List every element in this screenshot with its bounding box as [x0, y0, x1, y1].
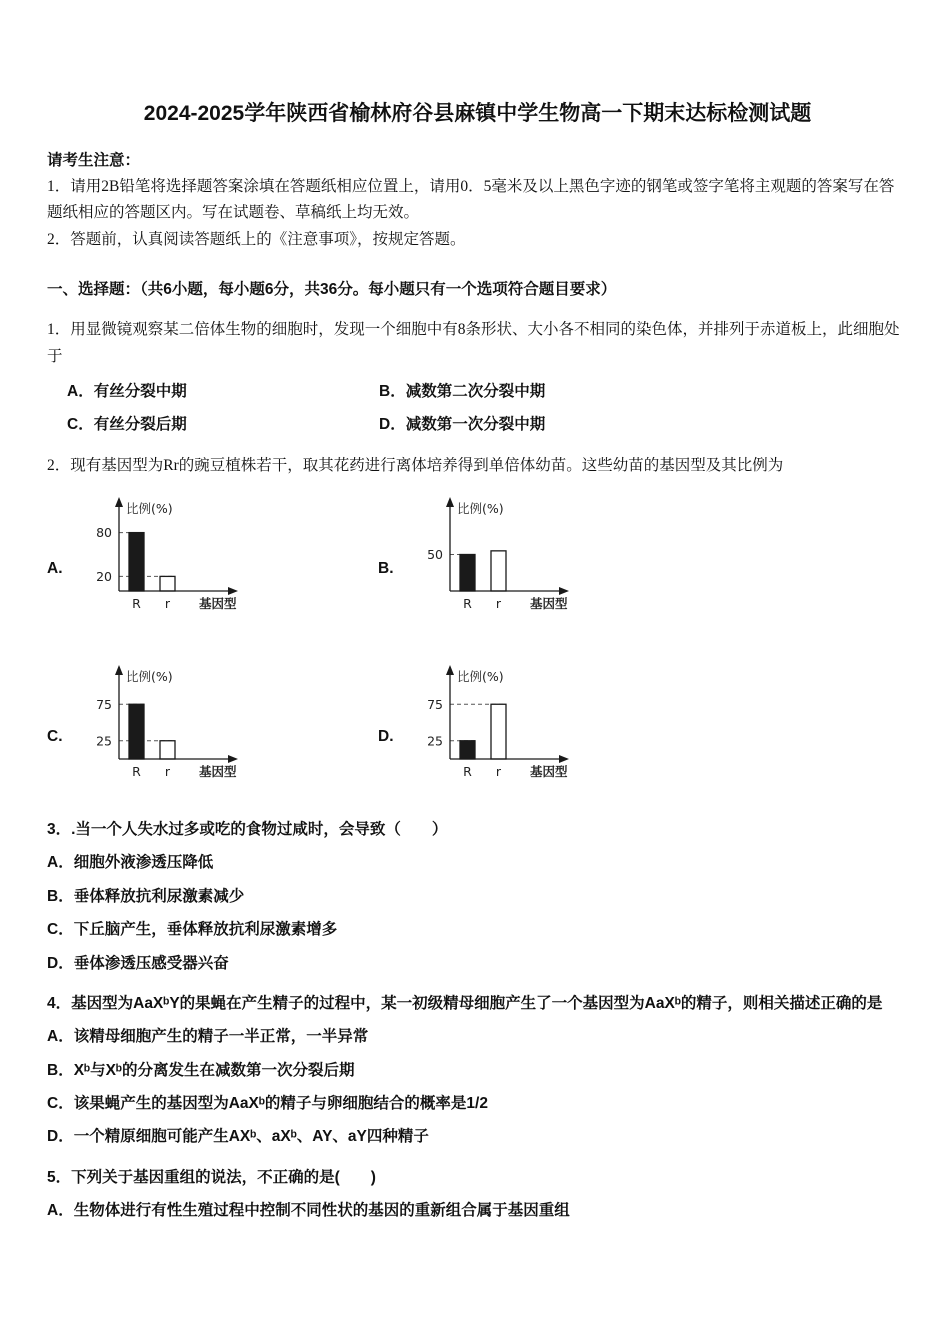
document-title: 2024-2025学年陕西省榆林府谷县麻镇中学生物高一下期末达标检测试题 — [143, 102, 812, 125]
svg-text:R: R — [132, 596, 141, 612]
notice-item-2: 2．答题前，认真阅读答题纸上的《注意事项》，按规定答题。 — [47, 230, 466, 248]
genotype-ratio-bar-chart-c — [85, 661, 260, 789]
svg-text:r: r — [164, 764, 171, 780]
chart-option-d-label: D. — [378, 727, 394, 745]
q1-option-c: C．有丝分裂后期 — [67, 416, 187, 434]
q1-option-b: B．减数第二次分裂中期 — [379, 383, 546, 401]
q3-option-b: B．垂体释放抗利尿激素减少 — [47, 887, 245, 905]
q4-option-b: B．Xᵇ与Xᵇ的分离发生在减数第一次分裂后期 — [47, 1061, 355, 1079]
q4-option-d: D．一个精原细胞可能产生AXᵇ、aXᵇ、AY、aY四种精子 — [47, 1128, 429, 1146]
q3-option-a: A．细胞外液渗透压降低 — [47, 854, 214, 872]
svg-text:75: 75 — [427, 696, 443, 712]
svg-text:r: r — [495, 596, 502, 612]
chart-option-d-block — [378, 661, 908, 789]
svg-text:R: R — [132, 764, 141, 780]
svg-text:50: 50 — [427, 547, 443, 563]
genotype-ratio-bar-chart-b — [416, 493, 591, 621]
svg-text:75: 75 — [96, 696, 112, 712]
q1-option-a: A．有丝分裂中期 — [67, 383, 187, 401]
svg-text:80: 80 — [96, 525, 112, 541]
q1-option-d: D．减数第一次分裂中期 — [379, 416, 546, 434]
section-heading-choice: 一、选择题：（共6小题，每小题6分，共36分。每小题只有一个选项符合题目要求） — [47, 281, 617, 299]
genotype-ratio-bar-chart-d — [416, 661, 591, 789]
q4-option-a: A．该精母细胞产生的精子一半正常，一半异常 — [47, 1028, 369, 1046]
svg-text:比例(%): 比例(%) — [457, 501, 504, 517]
chart-option-c-label: C. — [47, 727, 63, 745]
svg-text:基因型: 基因型 — [199, 764, 237, 780]
svg-text:20: 20 — [96, 569, 112, 585]
q2-stem: 2．现有基因型为Rr的豌豆植株若干，取其花药进行离体培养得到单倍体幼苗。这些幼苗的基因型及其比例为 — [47, 456, 784, 474]
svg-text:比例(%): 比例(%) — [126, 501, 173, 517]
genotype-ratio-bar-chart-a — [85, 493, 260, 621]
question-3 — [47, 817, 908, 977]
q4-stem: 4．基因型为AaXᵇY的果蝇在产生精子的过程中，某一初级精母细胞产生了一个基因型为AaXᵇ的精子，则相关描述正确的是 — [47, 994, 883, 1012]
chart-option-a-label: A. — [47, 559, 63, 577]
svg-text:基因型: 基因型 — [530, 596, 568, 612]
question-1 — [47, 317, 908, 438]
q3-option-c: C．下丘脑产生，垂体释放抗利尿激素增多 — [47, 921, 338, 939]
notice-heading: 请考生注意： — [47, 151, 141, 169]
q5-stem: 5．下列关于基因重组的说法，不正确的是( ) — [47, 1168, 376, 1186]
q4-option-c: C．该果蝇产生的基因型为AaXᵇ的精子与卵细胞结合的概率是1/2 — [47, 1094, 488, 1112]
question-4 — [47, 991, 908, 1151]
svg-text:25: 25 — [96, 733, 112, 749]
q3-stem: 3．.当一个人失水过多或吃的食物过咸时，会导致（ ） — [47, 821, 448, 839]
q5-option-a: A．生物体进行有性生殖过程中控制不同性状的基因的重新组合属于基因重组 — [47, 1201, 570, 1219]
svg-text:r: r — [164, 596, 171, 612]
question-2 — [47, 453, 908, 789]
svg-text:基因型: 基因型 — [530, 764, 568, 780]
svg-text:R: R — [463, 764, 472, 780]
svg-text:比例(%): 比例(%) — [457, 669, 504, 685]
svg-text:基因型: 基因型 — [199, 596, 237, 612]
chart-option-b-block — [378, 493, 908, 621]
chart-option-a-block — [47, 493, 378, 621]
svg-text:25: 25 — [427, 733, 443, 749]
svg-text:R: R — [463, 596, 472, 612]
q2-charts — [47, 493, 908, 789]
svg-text:r: r — [495, 764, 502, 780]
q1-stem: 1．用显微镜观察某二倍体生物的细胞时，发现一个细胞中有8条形状、大小各不相同的染色体，并排列于赤道板上，此细胞处于 — [47, 321, 900, 365]
chart-option-c-block — [47, 661, 378, 789]
question-5 — [47, 1165, 908, 1225]
notice-item-1: 1．请用2B铅笔将选择题答案涂填在答题纸相应位置上，请用0．5毫米及以上黑色字迹的钢笔或签字笔将主观题的答案写在答题纸相应的答题区内。写在试题卷、草稿纸上均无效。 — [47, 178, 895, 222]
chart-option-b-label: B. — [378, 559, 394, 577]
q1-options — [67, 379, 908, 439]
svg-text:比例(%): 比例(%) — [126, 669, 173, 685]
q3-option-d: D．垂体渗透压感受器兴奋 — [47, 954, 229, 972]
